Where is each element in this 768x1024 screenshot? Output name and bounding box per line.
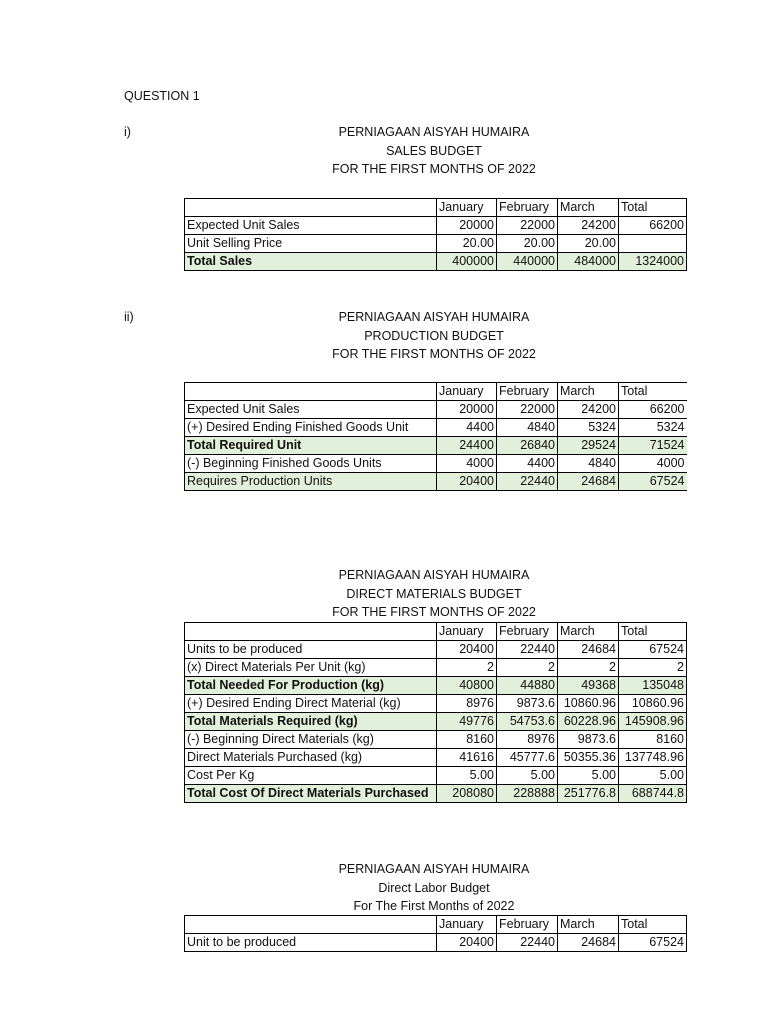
table-cell: 22440 [497,934,558,952]
column-header-march: March [558,916,619,934]
column-header-total: Total [619,916,687,934]
table-header-row [185,199,687,217]
table-cell: 54753.6 [497,713,558,731]
row-label: (-) Beginning Finished Goods Units [185,455,437,473]
column-header-january: January [437,199,497,217]
table-cell: 67524 [619,934,687,952]
heading-title: Direct Labor Budget [378,880,490,895]
section-marker-ii: ii) [124,310,134,324]
heading-title: SALES BUDGET [386,143,482,158]
question-title: QUESTION 1 [124,89,200,103]
table-cell: 24684 [558,473,619,491]
row-label: (+) Desired Ending Finished Goods Unit [185,419,437,437]
table-row [185,419,687,437]
table-row-total [185,785,687,803]
table-cell: 66200 [619,401,687,419]
table-row [185,455,687,473]
table-cell [185,916,437,934]
table-cell: 20000 [437,217,497,235]
table-cell: 24684 [558,934,619,952]
table-cell: 137748.96 [619,749,687,767]
table-cell: 67524 [619,473,687,491]
table-cell: 4000 [437,455,497,473]
table-cell: 20000 [437,401,497,419]
table-row-total [185,677,687,695]
table-cell: 44880 [497,677,558,695]
sales-budget-heading [0,123,768,179]
table-cell: 5.00 [558,767,619,785]
column-header-january: January [437,383,497,401]
heading-company: PERNIAGAAN AISYAH HUMAIRA [338,568,530,582]
column-header-february: February [497,916,558,934]
table-cell [185,623,437,641]
table-cell: 29524 [558,437,619,455]
row-label: Total Sales [185,253,437,271]
table-cell: 24684 [558,641,619,659]
heading-period: FOR THE FIRST MONTHS OF 2022 [332,162,536,176]
table-cell: 2 [437,659,497,677]
heading-period: For The First Months of 2022 [353,899,515,913]
table-row [185,731,687,749]
heading-title: PRODUCTION BUDGET [364,328,504,343]
column-header-february: February [497,623,558,641]
table-row [185,217,687,235]
table-cell: 20400 [437,473,497,491]
table-cell: 4400 [497,455,558,473]
table-header-row [185,623,687,641]
table-cell: 9873.6 [558,731,619,749]
row-label: (+) Desired Ending Direct Material (kg) [185,695,437,713]
table-cell: 5.00 [437,767,497,785]
table-cell: 26840 [497,437,558,455]
table-cell: 484000 [558,253,619,271]
table-cell: 440000 [497,253,558,271]
row-label: Expected Unit Sales [185,401,437,419]
table-cell: 22440 [497,473,558,491]
column-header-total: Total [619,383,687,401]
table-cell: 20400 [437,641,497,659]
table-cell: 5.00 [497,767,558,785]
column-header-february: February [497,199,558,217]
row-label: Direct Materials Purchased (kg) [185,749,437,767]
table-cell: 5324 [619,419,687,437]
table-cell: 8160 [437,731,497,749]
row-label: Total Materials Required (kg) [185,713,437,731]
table-row [185,695,687,713]
row-label: Units to be produced [185,641,437,659]
table-cell: 10860.96 [558,695,619,713]
table-row-total [185,253,687,271]
table-header-row [185,916,687,934]
row-label: Requires Production Units [185,473,437,491]
row-label: Total Cost Of Direct Materials Purchased [185,785,437,803]
column-header-february: February [497,383,558,401]
table-row [185,641,687,659]
table-cell [185,199,437,217]
table-cell: 145908.96 [619,713,687,731]
table-row [185,767,687,785]
table-row [185,659,687,677]
table-cell: 228888 [497,785,558,803]
table-cell: 8976 [437,695,497,713]
table-cell: 135048 [619,677,687,695]
table-cell: 251776.8 [558,785,619,803]
table-row-result [185,473,687,491]
row-label: Total Required Unit [185,437,437,455]
table-cell: 4400 [437,419,497,437]
table-cell: 67524 [619,641,687,659]
table-cell: 24200 [558,401,619,419]
heading-company: PERNIAGAAN AISYAH HUMAIRA [338,862,530,876]
table-cell: 1324000 [619,253,687,271]
table-cell: 22000 [497,217,558,235]
table-cell: 41616 [437,749,497,767]
table-row [185,749,687,767]
table-header-row [185,383,687,401]
table-cell: 22000 [497,401,558,419]
table-cell: 400000 [437,253,497,271]
table-cell: 49368 [558,677,619,695]
direct-labor-budget-heading [0,860,768,916]
table-cell: 20.00 [558,235,619,253]
direct-materials-budget-table [184,622,687,803]
table-cell: 40800 [437,677,497,695]
column-header-march: March [558,383,619,401]
table-cell: 20.00 [437,235,497,253]
table-cell: 50355.36 [558,749,619,767]
column-header-march: March [558,199,619,217]
production-budget-heading [0,308,768,364]
table-row [185,401,687,419]
column-header-january: January [437,623,497,641]
column-header-march: March [558,623,619,641]
column-header-total: Total [619,623,687,641]
table-cell: 24200 [558,217,619,235]
section-marker-i: i) [124,125,131,139]
direct-materials-budget-heading [0,566,768,622]
table-cell: 8160 [619,731,687,749]
row-label: Cost Per Kg [185,767,437,785]
row-label: Unit Selling Price [185,235,437,253]
table-cell: 20400 [437,934,497,952]
table-cell: 2 [558,659,619,677]
table-row [185,934,687,952]
table-cell: 66200 [619,217,687,235]
direct-labor-budget-table [184,915,687,952]
table-cell: 45777.6 [497,749,558,767]
row-label: Expected Unit Sales [185,217,437,235]
table-cell: 4840 [558,455,619,473]
row-label: Unit to be produced [185,934,437,952]
table-cell: 2 [619,659,687,677]
table-cell: 10860.96 [619,695,687,713]
column-header-total: Total [619,199,687,217]
row-label: (x) Direct Materials Per Unit (kg) [185,659,437,677]
table-cell: 24400 [437,437,497,455]
table-cell: 4000 [619,455,687,473]
row-label: Total Needed For Production (kg) [185,677,437,695]
table-cell: 22440 [497,641,558,659]
heading-company: PERNIAGAAN AISYAH HUMAIRA [338,125,530,139]
table-cell: 9873.6 [497,695,558,713]
row-label: (-) Beginning Direct Materials (kg) [185,731,437,749]
table-cell: 71524 [619,437,687,455]
table-cell: 20.00 [497,235,558,253]
table-cell: 2 [497,659,558,677]
table-cell: 8976 [497,731,558,749]
heading-title: DIRECT MATERIALS BUDGET [346,586,522,601]
table-cell: 5.00 [619,767,687,785]
table-cell [619,235,687,253]
table-cell: 688744.8 [619,785,687,803]
table-cell: 4840 [497,419,558,437]
table-row [185,235,687,253]
table-cell: 60228.96 [558,713,619,731]
table-cell: 208080 [437,785,497,803]
table-row-total [185,713,687,731]
production-budget-table [184,382,687,491]
heading-period: FOR THE FIRST MONTHS OF 2022 [332,605,536,619]
table-row-total [185,437,687,455]
heading-company: PERNIAGAAN AISYAH HUMAIRA [338,310,530,324]
heading-period: FOR THE FIRST MONTHS OF 2022 [332,347,536,361]
column-header-january: January [437,916,497,934]
table-cell: 5324 [558,419,619,437]
table-cell [185,383,437,401]
table-cell: 49776 [437,713,497,731]
sales-budget-table [184,198,687,271]
